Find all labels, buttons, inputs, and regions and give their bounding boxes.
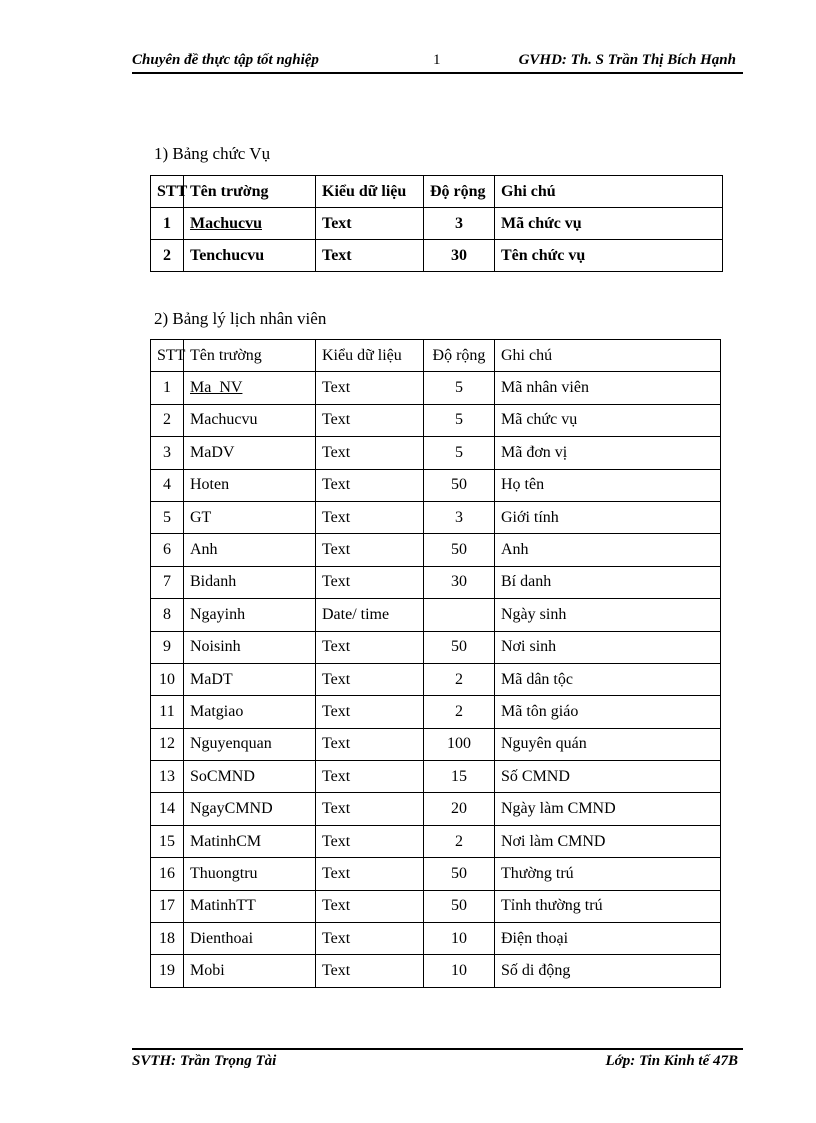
cell-data-type: Text	[316, 404, 424, 436]
cell-note: Nơi làm CMND	[495, 825, 721, 857]
cell-width: 15	[424, 761, 495, 793]
footer-student: SVTH: Trần Trọng Tài	[132, 1053, 277, 1069]
cell-note: Mã nhân viên	[495, 372, 721, 404]
table-row	[151, 728, 721, 760]
header-cell-data-type: Kiểu dữ liệu	[316, 340, 424, 372]
cell-stt: 16	[151, 858, 184, 890]
cell-field-name: Bidanh	[184, 566, 316, 598]
table-row	[151, 534, 721, 566]
position-table	[150, 175, 723, 272]
table-header-row	[151, 176, 723, 208]
primary-key-field: Ma_NV	[190, 379, 243, 397]
cell-data-type: Text	[316, 208, 424, 240]
cell-width: 10	[424, 955, 495, 987]
primary-key-field: Machucvu	[190, 214, 262, 232]
cell-stt: 2	[151, 240, 184, 272]
cell-note: Thường trú	[495, 858, 721, 890]
cell-note: Ngày sinh	[495, 599, 721, 631]
table-row	[151, 923, 721, 955]
cell-note: Mã tôn giáo	[495, 696, 721, 728]
cell-width: 50	[424, 858, 495, 890]
cell-stt: 4	[151, 469, 184, 501]
cell-width: 2	[424, 663, 495, 695]
cell-stt: 9	[151, 631, 184, 663]
cell-field-name: Noisinh	[184, 631, 316, 663]
table-row	[151, 501, 721, 533]
cell-width: 5	[424, 437, 495, 469]
cell-stt: 15	[151, 825, 184, 857]
cell-note: Tỉnh thường trú	[495, 890, 721, 922]
page-header	[132, 52, 742, 72]
cell-field-name: Tenchucvu	[184, 240, 316, 272]
cell-width: 20	[424, 793, 495, 825]
cell-data-type: Text	[316, 728, 424, 760]
cell-field-name: Anh	[184, 534, 316, 566]
header-cell-width: Độ rộng	[424, 176, 495, 208]
cell-width: 2	[424, 696, 495, 728]
table-row	[151, 469, 721, 501]
cell-note: Nguyên quán	[495, 728, 721, 760]
cell-data-type: Text	[316, 631, 424, 663]
cell-note: Số di động	[495, 955, 721, 987]
table-row	[151, 761, 721, 793]
section2-title: 2) Bảng lý lịch nhân viên	[154, 309, 327, 328]
cell-data-type: Text	[316, 437, 424, 469]
cell-width: 10	[424, 923, 495, 955]
cell-width	[424, 599, 495, 631]
table-row	[151, 890, 721, 922]
cell-field-name: GT	[184, 501, 316, 533]
cell-note: Nơi sinh	[495, 631, 721, 663]
cell-note: Điện thoại	[495, 923, 721, 955]
header-cell-note: Ghi chú	[495, 340, 721, 372]
cell-stt: 7	[151, 566, 184, 598]
table-row	[151, 955, 721, 987]
cell-width: 3	[424, 501, 495, 533]
header-title: Chuyên đề thực tập tốt nghiệp	[132, 52, 319, 68]
cell-data-type: Text	[316, 240, 424, 272]
cell-stt: 5	[151, 501, 184, 533]
cell-data-type: Text	[316, 501, 424, 533]
table-row	[151, 437, 721, 469]
cell-stt: 11	[151, 696, 184, 728]
header-cell-stt: STT	[151, 176, 184, 208]
table-row	[151, 208, 723, 240]
cell-data-type: Text	[316, 793, 424, 825]
cell-stt: 18	[151, 923, 184, 955]
cell-stt: 2	[151, 404, 184, 436]
page-number: 1	[433, 52, 441, 68]
cell-width: 50	[424, 469, 495, 501]
header-advisor: GVHD: Th. S Trần Thị Bích Hạnh	[518, 52, 736, 68]
cell-stt: 6	[151, 534, 184, 566]
header-cell-stt: STT	[151, 340, 184, 372]
header-rule	[132, 72, 743, 74]
table-row	[151, 404, 721, 436]
cell-field-name: MaDV	[184, 437, 316, 469]
cell-stt: 14	[151, 793, 184, 825]
cell-field-name: NgayCMND	[184, 793, 316, 825]
cell-data-type: Text	[316, 566, 424, 598]
table-header-row	[151, 340, 721, 372]
cell-stt: 12	[151, 728, 184, 760]
table-row	[151, 663, 721, 695]
cell-width: 100	[424, 728, 495, 760]
table-row	[151, 599, 721, 631]
cell-data-type: Text	[316, 890, 424, 922]
cell-note: Mã đơn vị	[495, 437, 721, 469]
cell-note: Anh	[495, 534, 721, 566]
cell-stt: 19	[151, 955, 184, 987]
footer-rule	[132, 1048, 743, 1050]
cell-stt: 1	[151, 208, 184, 240]
cell-width: 5	[424, 372, 495, 404]
cell-width: 30	[424, 240, 495, 272]
cell-note: Họ tên	[495, 469, 721, 501]
cell-data-type: Text	[316, 469, 424, 501]
cell-field-name: Matgiao	[184, 696, 316, 728]
cell-stt: 10	[151, 663, 184, 695]
table-row	[151, 793, 721, 825]
page-footer	[132, 1053, 738, 1073]
table-row	[151, 372, 721, 404]
header-cell-data-type: Kiểu dữ liệu	[316, 176, 424, 208]
cell-stt: 13	[151, 761, 184, 793]
cell-width: 5	[424, 404, 495, 436]
cell-width: 2	[424, 825, 495, 857]
cell-field-name: Nguyenquan	[184, 728, 316, 760]
cell-note: Mã dân tộc	[495, 663, 721, 695]
cell-data-type: Text	[316, 858, 424, 890]
cell-field-name: Hoten	[184, 469, 316, 501]
cell-data-type: Text	[316, 761, 424, 793]
header-cell-note: Ghi chú	[495, 176, 723, 208]
cell-note: Giới tính	[495, 501, 721, 533]
cell-note: Tên chức vụ	[495, 240, 723, 272]
table-row	[151, 240, 723, 272]
table-row	[151, 631, 721, 663]
cell-note: Mã chức vụ	[495, 404, 721, 436]
cell-field-name: Ngayinh	[184, 599, 316, 631]
cell-stt: 17	[151, 890, 184, 922]
table-row	[151, 825, 721, 857]
cell-note: Bí danh	[495, 566, 721, 598]
cell-stt: 3	[151, 437, 184, 469]
cell-data-type: Text	[316, 372, 424, 404]
cell-data-type: Text	[316, 955, 424, 987]
cell-width: 30	[424, 566, 495, 598]
cell-note: Số CMND	[495, 761, 721, 793]
cell-data-type: Text	[316, 696, 424, 728]
cell-note: Ngày làm CMND	[495, 793, 721, 825]
cell-note: Mã chức vụ	[495, 208, 723, 240]
cell-field-name: Mobi	[184, 955, 316, 987]
header-cell-field-name: Tên trường	[184, 176, 316, 208]
cell-stt: 1	[151, 372, 184, 404]
cell-width: 50	[424, 631, 495, 663]
cell-field-name: Dienthoai	[184, 923, 316, 955]
cell-data-type: Text	[316, 923, 424, 955]
cell-data-type: Text	[316, 663, 424, 695]
cell-field-name: Thuongtru	[184, 858, 316, 890]
cell-width: 50	[424, 534, 495, 566]
footer-class: Lớp: Tin Kinh tế 47B	[605, 1053, 738, 1069]
cell-width: 50	[424, 890, 495, 922]
cell-width: 3	[424, 208, 495, 240]
section1-title: 1) Bảng chức Vụ	[154, 144, 271, 163]
cell-field-name	[184, 372, 316, 404]
header-cell-width: Độ rộng	[424, 340, 495, 372]
cell-field-name: MaDT	[184, 663, 316, 695]
table-row	[151, 696, 721, 728]
cell-stt: 8	[151, 599, 184, 631]
cell-field-name: MatinhTT	[184, 890, 316, 922]
table-row	[151, 566, 721, 598]
cell-data-type: Text	[316, 825, 424, 857]
cell-field-name: MatinhCM	[184, 825, 316, 857]
cell-field-name: SoCMND	[184, 761, 316, 793]
table-row	[151, 858, 721, 890]
employee-table	[150, 339, 721, 988]
header-cell-field-name: Tên trường	[184, 340, 316, 372]
cell-field-name: Machucvu	[184, 404, 316, 436]
cell-data-type: Date/ time	[316, 599, 424, 631]
cell-data-type: Text	[316, 534, 424, 566]
cell-field-name	[184, 208, 316, 240]
